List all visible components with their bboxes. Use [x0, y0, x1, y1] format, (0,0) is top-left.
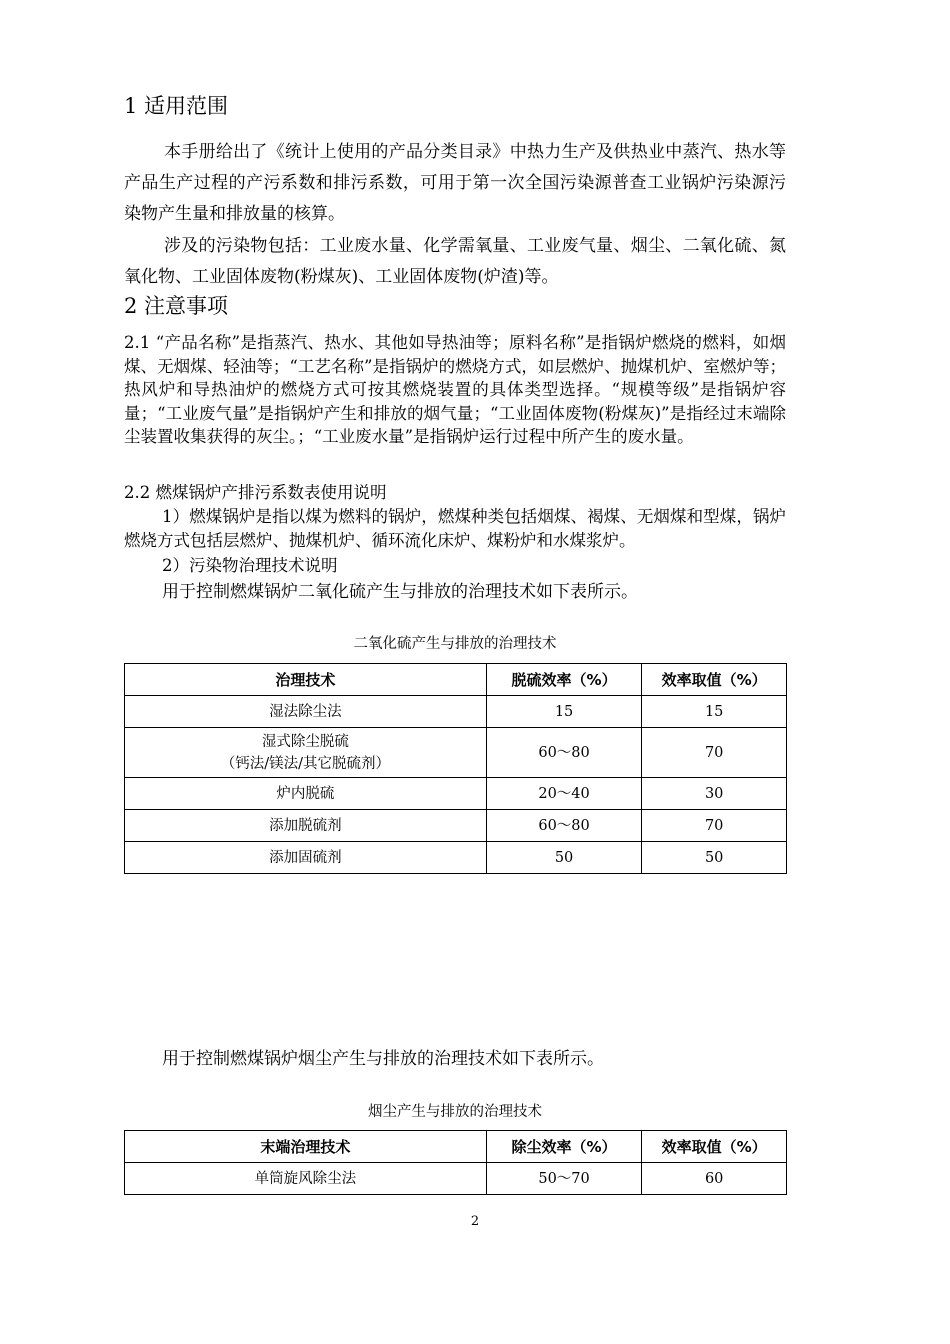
- column-header-technology: 治理技术: [125, 664, 487, 696]
- value-cell: 50: [642, 842, 787, 874]
- column-header-efficiency: 除尘效率（%）: [486, 1131, 642, 1163]
- technology-cell: 添加脱硫剂: [125, 810, 487, 842]
- table-header-row: [125, 1131, 787, 1163]
- efficiency-cell: 60～80: [486, 728, 642, 778]
- column-header-efficiency: 脱硫效率（%）: [486, 664, 642, 696]
- technology-note: （钙法/镁法/其它脱硫剂）: [220, 755, 391, 772]
- item-2-2-sub-1: 1）燃煤锅炉是指以煤为燃料的锅炉，燃煤种类包括烟煤、褐煤、无烟煤和型煤，锅炉燃烧方式包括层燃炉、抛煤机炉、循环流化床炉、煤粉炉和水煤浆炉。: [124, 507, 786, 550]
- item-2-2-heading: 2.2 燃煤锅炉产排污系数表使用说明: [124, 483, 387, 502]
- value-cell: 70: [642, 728, 787, 778]
- column-header-value: 效率取值（%）: [642, 1131, 787, 1163]
- table-row: [125, 842, 787, 874]
- efficiency-cell: 50～70: [486, 1163, 642, 1195]
- so2-table-intro: 用于控制燃煤锅炉二氧化硫产生与排放的治理技术如下表所示。: [162, 582, 638, 602]
- value-cell: 30: [642, 778, 787, 810]
- technology-cell: 单筒旋风除尘法: [125, 1163, 487, 1195]
- technology-cell: [125, 728, 487, 778]
- value-cell: 15: [642, 696, 787, 728]
- table-row: [125, 696, 787, 728]
- page-number: 2: [470, 1214, 480, 1229]
- section1-paragraph-1: 本手册给出了《统计上使用的产品分类目录》中热力生产及供热业中蒸汽、热水等产品生产过程的产污系数和排污系数，可用于第一次全国污染源普查工业锅炉污染源污染物产生量和排放量的核算。: [124, 142, 786, 224]
- column-header-technology: 末端治理技术: [125, 1131, 487, 1163]
- table-row: [125, 1163, 787, 1195]
- efficiency-cell: 60～80: [486, 810, 642, 842]
- so2-table-caption: 二氧化硫产生与排放的治理技术: [353, 636, 557, 652]
- efficiency-cell: 15: [486, 696, 642, 728]
- item-2-2-sub-2: 2）污染物治理技术说明: [162, 556, 338, 575]
- technology-cell: 添加固硫剂: [125, 842, 487, 874]
- section1-paragraph-2: 涉及的污染物包括：工业废水量、化学需氧量、工业废气量、烟尘、二氧化硫、氮氧化物、工业固体废物(粉煤灰)、工业固体废物(炉渣)等。: [124, 236, 786, 287]
- technology-cell: 炉内脱硫: [125, 778, 487, 810]
- technology-cell: 湿法除尘法: [125, 696, 487, 728]
- dust-treatment-table: [124, 1130, 787, 1195]
- section1-heading: 1 适用范围: [124, 94, 229, 118]
- so2-treatment-table: [124, 663, 787, 874]
- efficiency-cell: 50: [486, 842, 642, 874]
- column-header-value: 效率取值（%）: [642, 664, 787, 696]
- table-row: [125, 728, 787, 778]
- value-cell: 70: [642, 810, 787, 842]
- table-row: [125, 778, 787, 810]
- table-row: [125, 810, 787, 842]
- dust-table-intro: 用于控制燃煤锅炉烟尘产生与排放的治理技术如下表所示。: [162, 1049, 604, 1069]
- table-header-row: [125, 664, 787, 696]
- value-cell: 60: [642, 1163, 787, 1195]
- technology-name: 湿式除尘脱硫: [261, 733, 349, 750]
- item-2-1-text: 2.1 “产品名称”是指蒸汽、热水、其他如导热油等；原料名称”是指锅炉燃烧的燃料，如烟煤、无烟煤、轻油等；“工艺名称”是指锅炉的燃烧方式，如层燃炉、抛煤机炉、室燃炉等；热风炉和导热油炉的燃烧方式可按其燃烧装置的具体类型选择。“规模等级”是指锅炉容量；“工业废气量”是指锅炉产生和排放的烟气量；“工业固体废物(粉煤灰)”是指经过末端除尘装置收集获得的灰尘。；“工业废水量”是指锅炉运行过程中所产生的废水量。: [124, 333, 786, 446]
- dust-table-caption: 烟尘产生与排放的治理技术: [368, 1104, 542, 1120]
- efficiency-cell: 20～40: [486, 778, 642, 810]
- section2-heading: 2 注意事项: [124, 294, 229, 318]
